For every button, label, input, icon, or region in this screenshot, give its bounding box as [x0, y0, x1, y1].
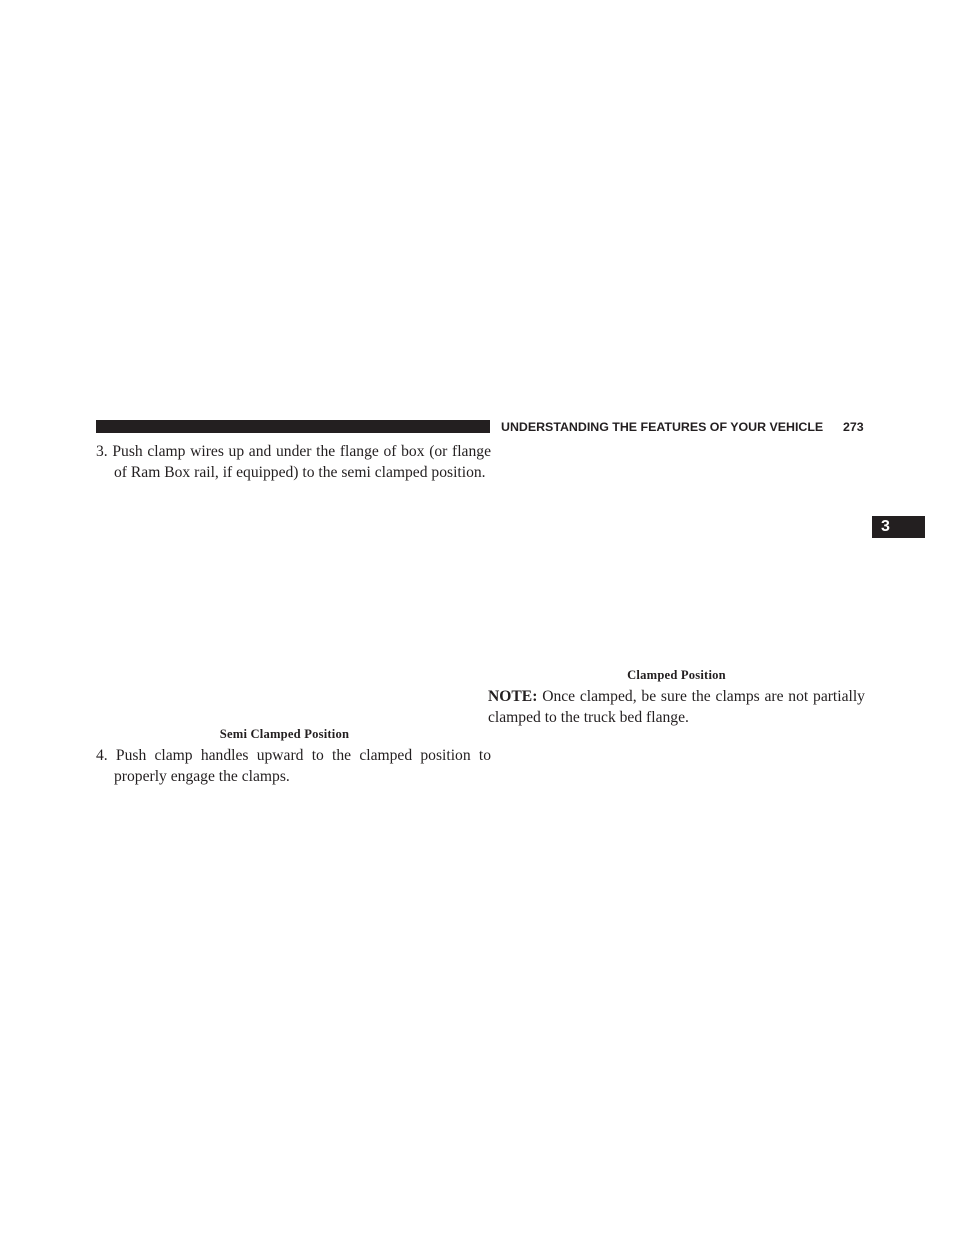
clamped-caption: Clamped Position — [627, 668, 726, 682]
chapter-tab: 3 — [872, 516, 925, 538]
clamped-figure — [488, 446, 865, 664]
step-3-text: 3. Push clamp wires up and under the flange of box (or flange of Ram Box rail, if equipped) to the semi clamped position. — [96, 443, 491, 481]
page-number: 273 — [843, 420, 864, 434]
header-rule — [96, 420, 490, 433]
note-text: Once clamped, be sure the clamps are not partially clamped to the truck bed flange. — [488, 688, 865, 726]
step-4-text: 4. Push clamp handles upward to the clamped position to properly engage the clamps. — [96, 747, 491, 785]
note-paragraph — [488, 686, 865, 728]
semi-clamped-figure — [96, 505, 473, 720]
semi-clamped-caption: Semi Clamped Position — [219, 727, 350, 741]
running-header-title: UNDERSTANDING THE FEATURES OF YOUR VEHICLE — [501, 420, 824, 434]
note-label: NOTE: — [488, 688, 538, 705]
